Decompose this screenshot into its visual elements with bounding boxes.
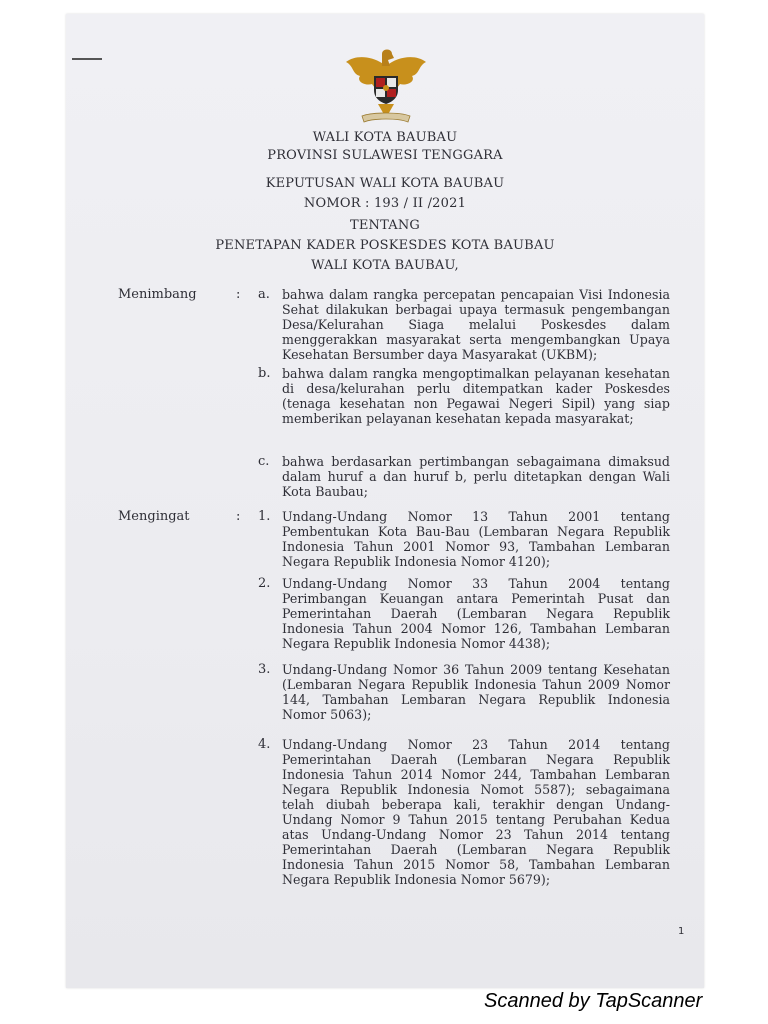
legal-basis-item: Undang-Undang Nomor 13 Tahun 2001 tentang Pembentukan Kota Bau-Bau (Lembaran Negara Republik Indonesia Tahun 2001 Nomor 93, Tambahan Lembaran Negara Republik Indonesia Nomor 4120); (282, 509, 670, 569)
legal-basis-mark: 3. (258, 662, 271, 677)
scanner-watermark: Scanned by TapScanner (484, 990, 703, 1012)
menimbang-colon: : (236, 287, 241, 302)
menimbang-label: Menimbang (118, 287, 197, 302)
legal-basis-mark: 1. (258, 509, 271, 524)
legal-basis-item: Undang-Undang Nomor 36 Tahun 2009 tentang Kesehatan (Lembaran Negara Republik Indonesia Tahun 2009 Nomor 144, Tambahan Lembaran Negara Republik Indonesia Nomor 5063); (282, 662, 670, 722)
consideration-mark: b. (258, 366, 271, 381)
consideration-item: bahwa dalam rangka mengoptimalkan pelayanan kesehatan di desa/kelurahan perlu ditempatkan kader Poskesdes (tenaga kesehatan non Pegawai Negeri Sipil) yang siap memberikan pelayanan kesehatan kepada masyarakat; (282, 366, 670, 426)
mengingat-colon: : (236, 509, 241, 524)
header-line-2: PROVINSI SULAWESI TENGGARA (267, 148, 503, 163)
decree-subject: PENETAPAN KADER POSKESDES KOTA BAUBAU (215, 238, 555, 253)
page-number: 1 (678, 926, 685, 937)
garuda-emblem-icon (338, 46, 434, 126)
legal-basis-mark: 2. (258, 576, 271, 591)
consideration-mark: a. (258, 287, 270, 302)
consideration-mark: c. (258, 454, 270, 469)
legal-basis-item: Undang-Undang Nomor 23 Tahun 2014 tentang Pemerintahan Daerah (Lembaran Negara Republik Indonesia Tahun 2014 Nomor 244, Tambahan Lembaran Negara Republik Indonesia Nomot 5587); sebagaimana telah diubah beberapa kali, terakhir dengan Undang-Undang Nomor 9 Tahun 2015 tentang Perubahan Kedua atas Undang-Undang Nomor 23 Tahun 2014 tentang Pemerintahan Daerah (Lembaran Negara Republik Indonesia Tahun 2015 Nomor 58, Tambahan Lembaran Negara Republik Indonesia Nomor 5679); (282, 737, 670, 887)
consideration-item: bahwa dalam rangka percepatan pencapaian Visi Indonesia Sehat dilakukan berbagai upaya termasuk pengembangan Desa/Kelurahan Siaga melalui Poskesdes dalam menggerakkan masyarakat serta mengembangkan Upaya Kesehatan Bersumber daya Masyarakat (UKBM); (282, 287, 670, 362)
legal-basis-mark: 4. (258, 737, 271, 752)
decree-number: NOMOR : 193 / II /2021 (303, 196, 467, 211)
consideration-item: bahwa berdasarkan pertimbangan sebagaimana dimaksud dalam huruf a dan huruf b, perlu ditetapkan dengan Wali Kota Baubau; (282, 454, 670, 499)
issuer-line: WALI KOTA BAUBAU, (311, 258, 459, 273)
header-line-1: WALI KOTA BAUBAU (312, 130, 458, 145)
punch-mark (72, 58, 102, 60)
decree-title: KEPUTUSAN WALI KOTA BAUBAU (265, 176, 505, 191)
about-heading: TENTANG (349, 218, 421, 233)
legal-basis-item: Undang-Undang Nomor 33 Tahun 2004 tentang Perimbangan Keuangan antara Pemerintah Pusat dan Pemerintahan Daerah (Lembaran Negara Republik Indonesia Tahun 2004 Nomor 126, Tambahan Lembaran Negara Republik Indonesia Nomor 4438); (282, 576, 670, 651)
mengingat-label: Mengingat (118, 509, 190, 524)
